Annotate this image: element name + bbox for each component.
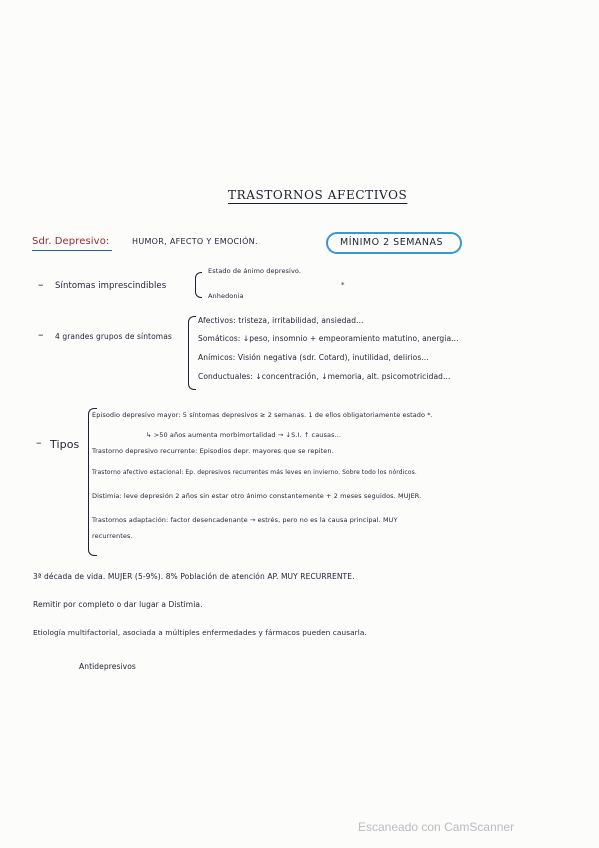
bullet-dash: – [36,436,42,449]
grupos-brace [188,316,196,390]
tipos-item: Episodio depresivo mayor: 5 síntomas depresivos ≥ 2 semanas. 1 de ellos obligatoriamente estado *. [92,411,433,419]
tipos-item: recurrentes. [92,532,133,540]
section-subheading: HUMOR, AFECTO Y EMOCIÓN. [132,237,258,246]
tipos-item: Trastornos adaptación: factor desencadenante → estrés, pero no es la causa principal. MUY [92,516,398,524]
grupos-item: Anímicos: Visión negativa (sdr. Cotard), inutilidad, delirios... [198,353,429,362]
grupos-item: Conductuales: ↓concentración, ↓memoria, alt. psicomotricidad... [198,372,451,381]
tipos-item: Trastorno depresivo recurrente: Episodios depr. mayores que se repiten. [92,447,334,455]
tipos-label: Tipos [50,438,80,451]
section-heading-underline [32,250,112,251]
page-title: TRASTORNOS AFECTIVOS [228,188,408,202]
sintomas-label: Síntomas imprescindibles [55,281,167,291]
tipos-item: Distimia: leve depresión 2 años sin estar otro ánimo constantemente + 2 meses seguidos. MUJER. [92,492,422,500]
grupos-item: Somáticos: ↓peso, insomnio + empeoramiento matutino, anergia... [198,334,459,343]
note-line: Remitir por completo o dar lugar a Distimia. [33,600,203,609]
grupos-item: Afectivos: tristeza, irritabilidad, ansiedad... [198,316,364,325]
bullet-dash: – [38,328,44,341]
section-heading: Sdr. Depresivo: [32,236,110,247]
sintomas-item: Estado de ánimo depresivo. [208,267,302,275]
note-line: Etiología multifactorial, asociada a múltiples enfermedades y fármacos pueden causarla. [33,628,367,637]
scanner-watermark: Escaneado con CamScanner [358,820,515,834]
sintomas-item: Anhedonia [208,292,244,300]
bullet-dash: – [38,278,44,291]
sintomas-brace [195,272,202,298]
tipos-item: ↳ >50 años aumenta morbimortalidad → ↓S.I. ↑ causas... [146,431,342,439]
small-mark: * [341,281,345,289]
tipos-item: Trastorno afectivo estacional: Ep. depresivos recurrentes más leves en invierno. Sobre todo los nórdicos. [92,469,417,476]
note-line: Antidepresivos [79,662,136,671]
grupos-label: 4 grandes grupos de síntomas [55,332,172,341]
note-line: 3ª década de vida. MUJER (5-9%). 8% Población de atención AP. MUY RECURRENTE. [33,572,355,581]
highlight-text: MÍNIMO 2 SEMANAS [340,237,444,248]
